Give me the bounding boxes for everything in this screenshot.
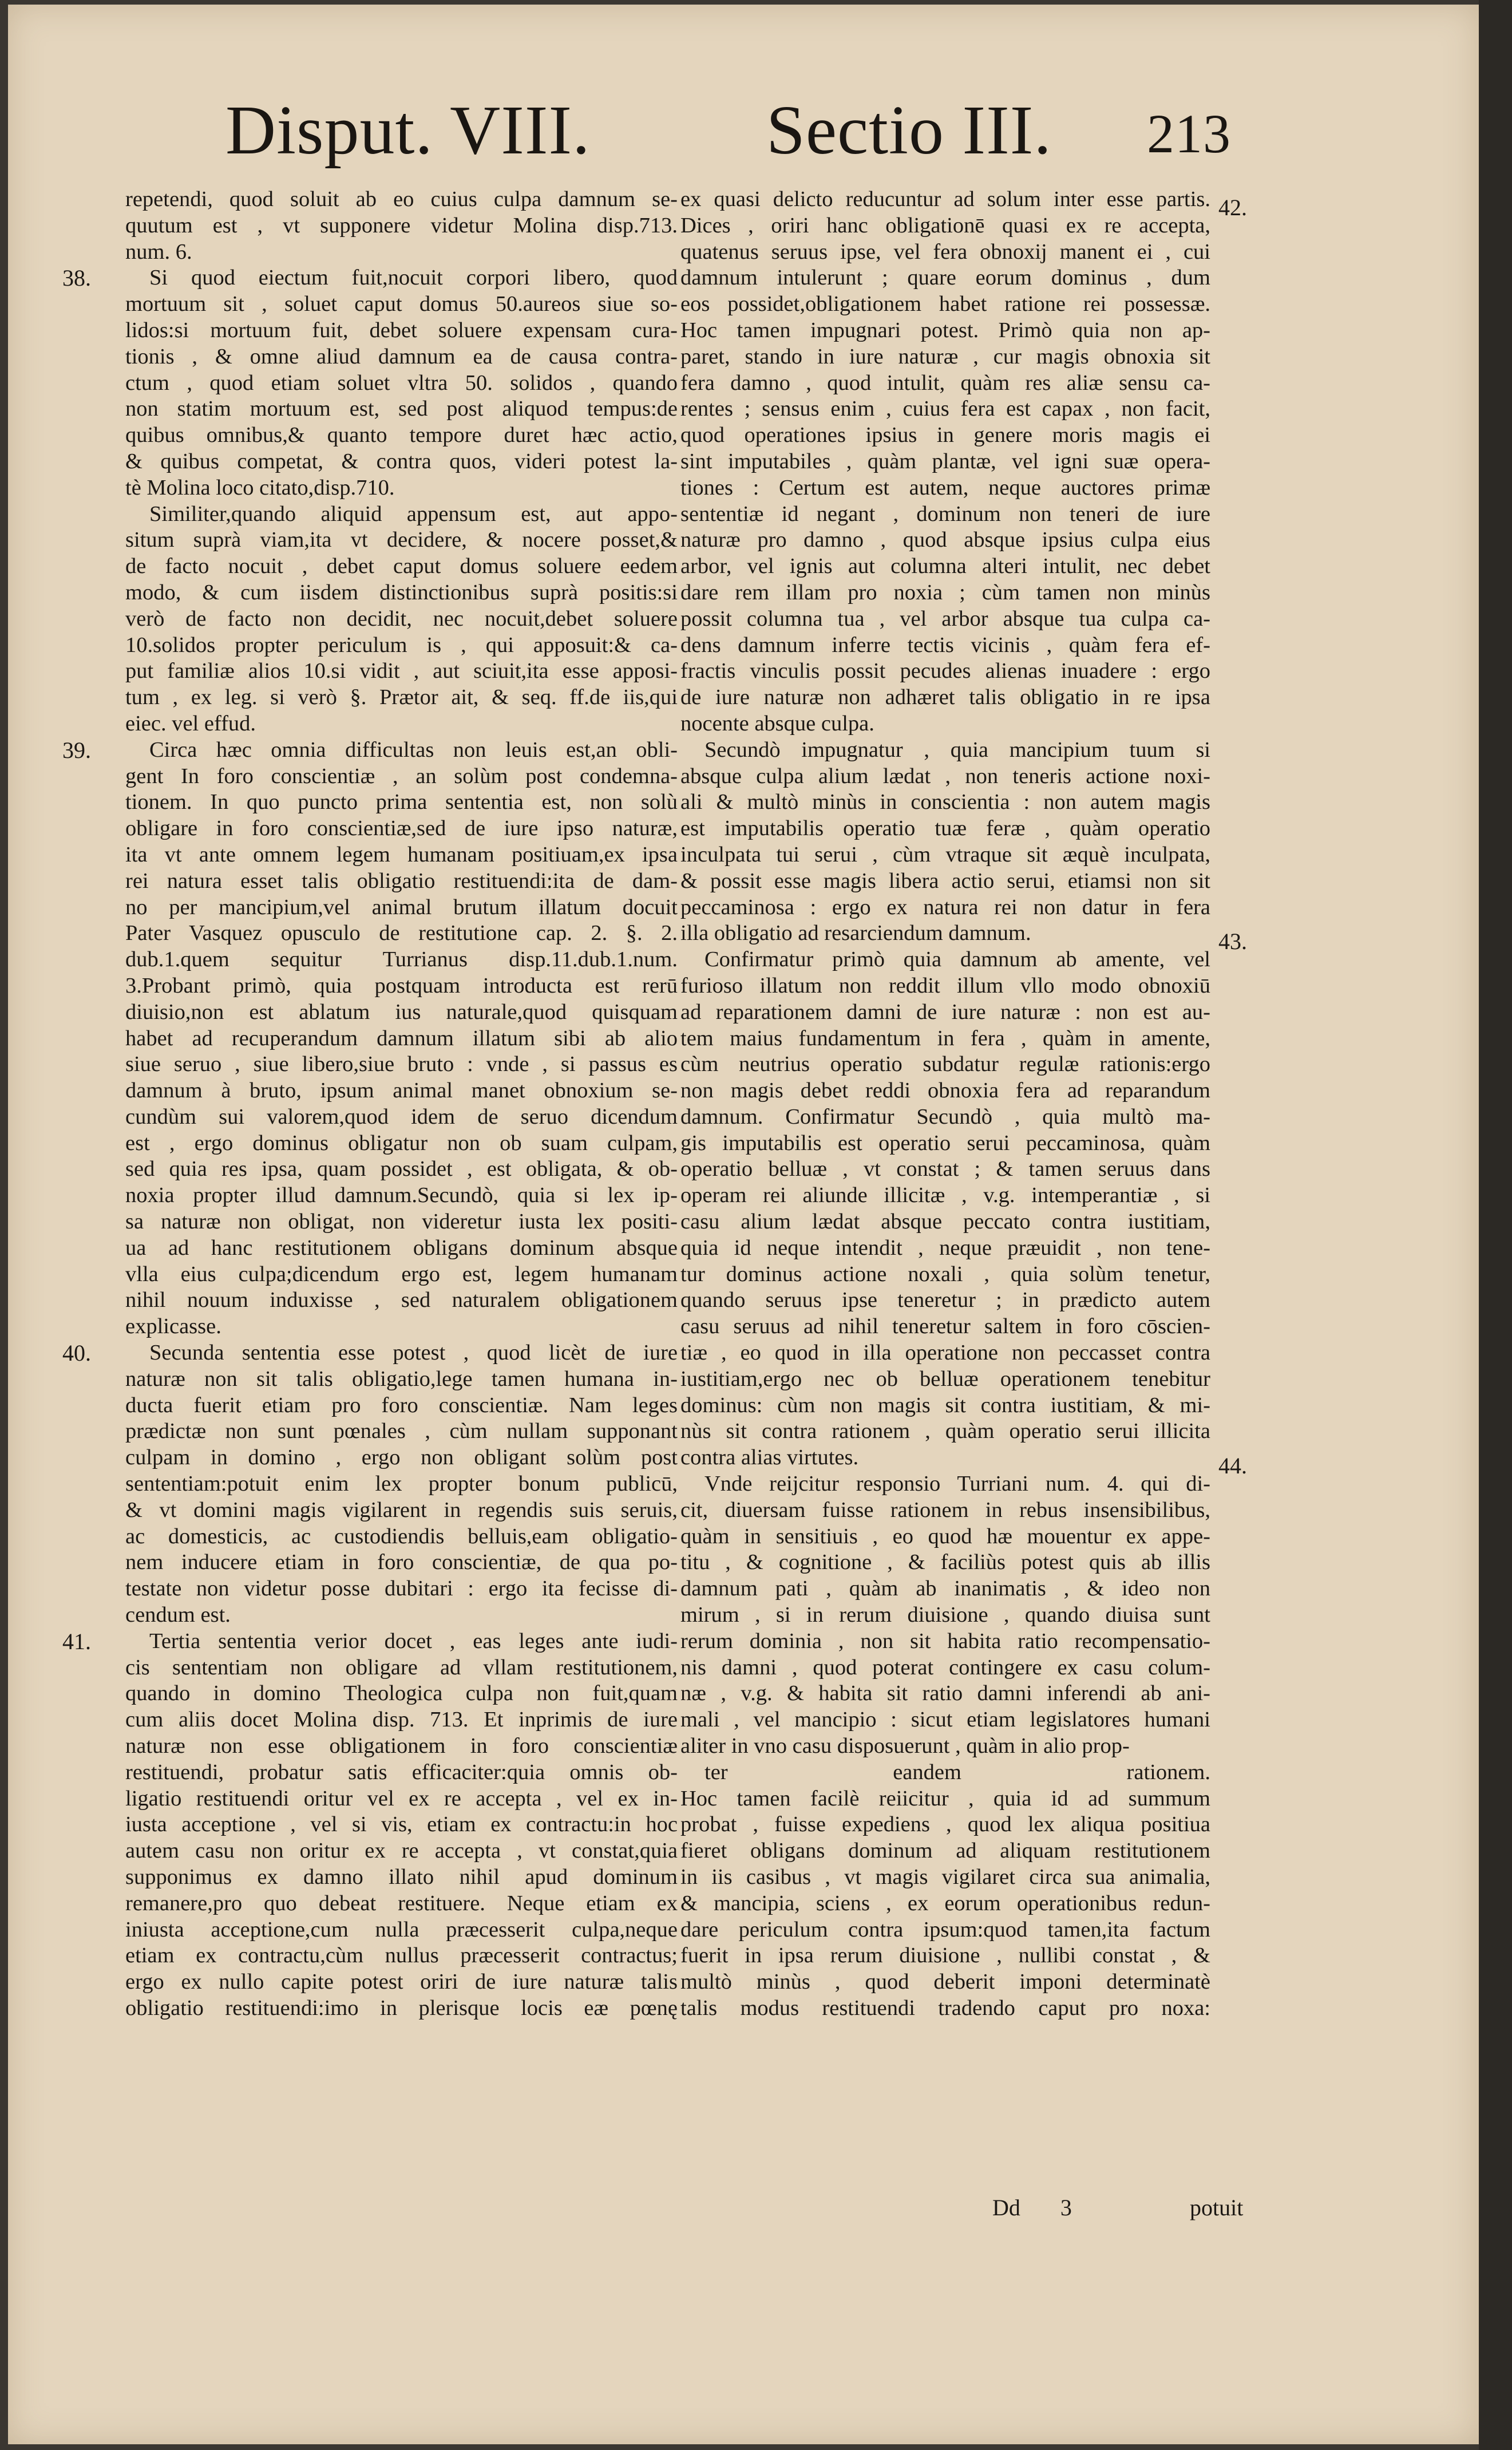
text-line: put familiæ alios 10.si vidit , aut sciuit,ita esse apposi- <box>125 659 678 683</box>
text-line: vlla eius culpa;dicendum ergo est, legem humanam <box>125 1262 678 1286</box>
signature-mark: Dd 3 <box>992 2195 1072 2220</box>
text-line: situm suprà viam,ita vt decidere, & nocere posset,& <box>125 528 678 552</box>
text-line: ua ad hanc restitutionem obligans dominum absque <box>125 1235 678 1260</box>
text-line: sed quia res ipsa, quam possidet , est obligata, & ob- <box>125 1157 678 1181</box>
text-line: rentes ; sensus enim , cuius fera est capax , non facit, <box>680 397 1210 421</box>
text-line: nocente absque culpa. <box>680 711 874 736</box>
text-line: naturæ non esse obligationem in foro conscientiæ <box>125 1734 678 1759</box>
text-line: testate non videtur posse dubitari : ergo ita fecisse di- <box>125 1576 678 1601</box>
paragraph-number: 38. <box>62 265 91 291</box>
text-line: fractis vinculis possit pecudes alienas inuadere : ergo <box>680 659 1210 683</box>
text-line: damnum pati , quàm ab inanimatis , & ideo non <box>680 1576 1210 1601</box>
text-line: illa obligatio ad resarciendum damnum. <box>680 921 1031 946</box>
text-line: obligatio restituendi:imo in plerisque locis eæ pœnę <box>125 1995 678 2020</box>
paragraph-number: 41. <box>62 1629 91 1654</box>
text-line: Vnde reijcitur responsio Turriani num. 4. qui di- <box>704 1472 1210 1496</box>
text-line: cùm neutrius operatio subdatur regulæ rationis:ergo <box>680 1052 1210 1077</box>
text-line: ergo ex nullo capite potest oriri de iure naturæ talis <box>125 1970 678 1994</box>
text-line: titu , & cognitione , & faciliùs potest quis ab illis <box>680 1550 1210 1575</box>
text-line: tionis , & omne aliud damnum ea de causa contra- <box>125 344 678 369</box>
text-line: num. 6. <box>125 239 192 264</box>
text-line: probat , fuisse expediens , quod lex aliqua positiua <box>680 1812 1210 1837</box>
text-line: non magis debet reddi obnoxia fera ad reparandum <box>680 1078 1210 1103</box>
text-line: iniusta acceptione,cum nulla præcesserit culpa,neque <box>125 1917 678 1942</box>
text-line: naturæ pro damno , quod absque ipsius culpa eius <box>680 528 1210 552</box>
text-line: ligatio restituendi oritur vel ex re accepta , vel ex in- <box>125 1786 678 1811</box>
left-text-column <box>62 187 678 2022</box>
text-line: gis imputabilis est operatio serui peccaminosa, quàm <box>680 1131 1210 1155</box>
text-line: 3.Probant primò, quia postquam introducta est rerū <box>125 973 678 998</box>
text-line: non statim mortuum est, sed post aliquod tempus:de <box>125 397 678 421</box>
text-line: peccaminosa : ergo ex natura rei non datur in fera <box>680 895 1210 919</box>
text-line: mirum , si in rerum diuisione , quando diuisa sunt <box>680 1603 1210 1627</box>
text-line: furioso illatum non reddit illum vllo modo obnoxiū <box>680 973 1210 998</box>
text-line: restituendi, probatur satis efficaciter:quia omnis ob- <box>125 1760 678 1784</box>
text-line: nem inducere etiam in foro conscientiæ, de qua po- <box>125 1550 678 1575</box>
text-line: Tertia sententia verior docet , eas leges ante iudi- <box>149 1629 678 1653</box>
text-line: ad reparationem damni de iure naturæ : non est au- <box>680 999 1210 1024</box>
text-line: Secundò impugnatur , quia mancipium tuum si <box>704 737 1210 762</box>
text-line: tionem. In quo puncto prima sententia est, non solù <box>125 790 678 815</box>
text-line: cis sententiam non obligare ad vllam restitutionem, <box>125 1655 678 1680</box>
text-line: dare periculum contra ipsum:quod tamen,ita factum <box>680 1917 1210 1942</box>
header-section: Sectio III. <box>766 92 1052 169</box>
book-page <box>8 5 1479 2444</box>
text-line: damnum intulerunt ; quare eorum dominus , dum <box>680 266 1210 290</box>
text-line: talis modus restituendi tradendo caput pro noxa: <box>680 1995 1210 2020</box>
text-line: tum , ex leg. si verò §. Prætor ait, & seq. ff.de iis,qui <box>125 685 678 710</box>
text-line: explicasse. <box>125 1314 221 1339</box>
text-line: est , ergo dominus obligatur non ob suam culpam, <box>125 1131 678 1155</box>
text-line: quod operationes ipsius in genere moris magis ei <box>680 423 1210 448</box>
text-line: cum aliis docet Molina disp. 713. Et inprimis de iure <box>125 1708 678 1732</box>
text-line: verò de facto non decidit, nec nocuit,debet soluere <box>125 606 678 631</box>
text-line: autem casu non oritur ex re accepta , vt constat,quia <box>125 1839 678 1863</box>
text-line: in iis casibus , vt magis vigilaret circa sua animalia, <box>680 1865 1210 1889</box>
text-line: contra alias virtutes. <box>680 1445 859 1470</box>
text-line: arbor, vel ignis aut columna alteri intulit, nec debet <box>680 554 1210 579</box>
text-line: de iure naturæ non adhæret talis obligatio in re ipsa <box>680 685 1210 710</box>
text-line: Pater Vasquez opusculo de restitutione cap. 2. §. 2. <box>125 921 678 946</box>
text-line: næ , v.g. & habita sit ratio damni inferendi ab ani- <box>680 1681 1210 1706</box>
text-line: obligare in foro conscientiæ,sed de iure ipso naturæ, <box>125 816 678 841</box>
text-line: fieret obligans dominum ad aliquam restitutionem <box>680 1839 1210 1863</box>
page-number: 213 <box>1147 103 1231 164</box>
text-line: no per mancipium,vel animal brutum illatum docuit <box>125 895 678 919</box>
text-line: paret, stando in iure naturæ , cur magis obnoxia sit <box>680 344 1210 369</box>
text-line: Si quod eiectum fuit,nocuit corpori libero, quod <box>149 266 678 290</box>
paragraph-number: 39. <box>62 737 91 763</box>
text-line: sint imputabiles , quàm plantæ, vel igni suæ opera- <box>680 449 1210 473</box>
text-line: dub.1.quem sequitur Turrianus disp.11.dub.1.num. <box>125 947 678 972</box>
text-line: quia id neque intendit , neque præuidit , non tene- <box>680 1235 1210 1260</box>
text-line: mortuum sit , soluet caput domus 50.aureos siue so- <box>125 292 678 317</box>
text-line: cendum est. <box>125 1603 231 1627</box>
text-line: operatio belluæ , vt constat ; & tamen seruus dans <box>680 1157 1210 1181</box>
text-line: absque culpa alium lædat , non teneris actione noxi- <box>680 764 1210 788</box>
text-line: ducta fuerit etiam pro foro conscientiæ. Nam leges <box>125 1393 678 1417</box>
text-line: ctum , quod etiam soluet vltra 50. solidos , quando <box>125 370 678 395</box>
text-line: possit columna tua , vel arbor absque tua culpa ca- <box>680 606 1210 631</box>
text-line: quutum est , vt supponere videtur Molina disp.713. <box>125 213 678 238</box>
text-line: ali & multò minùs in conscientia : non autem magis <box>680 790 1210 815</box>
text-line: nùs sit contra rationem , quàm operatio serui illicita <box>680 1419 1210 1444</box>
text-line: naturæ non sit talis obligatio,lege tamen humana in- <box>125 1366 678 1391</box>
scan-background-edge <box>1479 0 1512 2450</box>
text-line: diuisio,non est ablatum ius naturale,quod quisquam <box>125 999 678 1024</box>
text-line: dominus: cùm non magis sit contra iustitiam, & mi- <box>680 1393 1210 1417</box>
catchword: potuit <box>1190 2195 1244 2220</box>
text-line: casu seruus ad nihil teneretur saltem in foro cōscien- <box>680 1314 1210 1339</box>
text-line: gent In foro conscientiæ , an solùm post condemna- <box>125 764 678 788</box>
text-line: damnum. Confirmatur Secundò , quia multò ma- <box>680 1104 1210 1129</box>
text-line: tiones : Certum est autem, neque auctores primæ <box>680 475 1210 500</box>
text-line: tem maius fundamentum in fera , quàm in amente, <box>680 1026 1210 1050</box>
text-line: est imputabilis operatio tuæ feræ , quàm operatio <box>680 816 1210 841</box>
text-line: cundùm sui valorem,quod idem de seruo dicendum <box>125 1104 678 1129</box>
text-line: culpam in domino , ergo non obligant solùm post <box>125 1445 678 1470</box>
text-line: tur dominus actione noxali , quia solùm tenetur, <box>680 1262 1210 1286</box>
text-line: dare rem illam pro noxia ; cùm tamen non minùs <box>680 580 1210 604</box>
text-line: fera damno , quod intulit, quàm res aliæ sensu ca- <box>680 370 1210 395</box>
text-line: Dices , oriri hanc obligationē quasi ex re accepta, <box>680 213 1210 238</box>
text-line: quàm in sensitiuis , eo quod hæ mouentur ex appe- <box>680 1524 1210 1548</box>
text-line: supponimus ex damno illato nihil apud dominum <box>125 1865 678 1889</box>
text-line: habet ad recuperandum damnum illatum sibi ab alio <box>125 1026 678 1050</box>
header-disputation: Disput. VIII. <box>225 92 591 169</box>
text-line: eos possidet,obligationem habet ratione rei possessæ. <box>680 292 1210 317</box>
text-line: aliter in vno casu disposuerunt , quàm in alio prop- <box>680 1734 1130 1759</box>
text-line: Hoc tamen facilè reiicitur , quia id ad summum <box>680 1786 1210 1811</box>
text-line: prædictæ non sunt pœnales , cùm nullam supponant <box>125 1419 678 1444</box>
text-line: rei natura esset talis obligatio restituendi:ita de dam- <box>125 868 678 893</box>
text-line: Secunda sententia esse potest , quod licèt de iure <box>149 1341 678 1365</box>
text-line: ex quasi delicto reducuntur ad solum inter esse partis. <box>680 187 1210 211</box>
text-line: lidos:si mortuum fuit, debet soluere expensam cura- <box>125 318 678 342</box>
text-line: etiam ex contractu,cùm nullus præcesserit contractus; <box>125 1943 678 1968</box>
text-line: rerum dominia , non sit habita ratio recompensatio- <box>680 1629 1210 1653</box>
text-line: ac domesticis, ac custodiendis belluis,eam obligatio- <box>125 1524 678 1548</box>
text-line: & possit esse magis libera actio serui, etiamsi non sit <box>680 868 1210 893</box>
text-line: nis damni , quod poterat contingere ex casu colum- <box>680 1655 1210 1680</box>
paragraph-number: 40. <box>62 1340 91 1366</box>
text-line: de facto nocuit , debet caput domus soluere eedem <box>125 554 678 579</box>
text-line: quando in domino Theologica culpa non fuit,quam <box>125 1681 678 1706</box>
text-line: ita vt ante omnem legem humanam positiuam,ex ipsa <box>125 842 678 867</box>
text-line: 10.solidos propter periculum is , qui apposuit:& ca- <box>125 633 678 657</box>
text-line: iustitiam,ergo nec ob belluæ operationem tenebitur <box>680 1366 1210 1391</box>
text-line: ter eandem rationem. <box>704 1760 1210 1784</box>
text-line: cit, diuersam fuisse rationem in rebus insensibilibus, <box>680 1497 1210 1522</box>
text-line: inculpata tui serui , cùm vtraque sit æquè inculpata, <box>680 842 1210 867</box>
text-line: dens damnum inferre tectis vicinis , quàm fera ef- <box>680 633 1210 657</box>
right-text-column <box>680 187 1247 2022</box>
text-line: remanere,pro quo debeat restituere. Neque etiam ex <box>125 1891 678 1915</box>
running-header <box>225 90 1307 182</box>
text-line: modo, & cum iisdem distinctionibus suprà positis:si <box>125 580 678 604</box>
text-line: siue seruo , siue libero,siue bruto : vnde , si passus es <box>125 1052 678 1077</box>
text-line: & mancipia, sciens , ex eorum operationibus redun- <box>680 1891 1210 1915</box>
page-footer <box>992 2194 1244 2221</box>
text-line: quando seruus ipse teneretur ; in prædicto autem <box>680 1288 1210 1313</box>
text-line: mali , vel mancipio : sicut etiam legislatores humani <box>680 1708 1210 1732</box>
text-line: quibus omnibus,& quanto tempore duret hæc actio, <box>125 423 678 448</box>
text-line: damnum à bruto, ipsum animal manet obnoxium se- <box>125 1078 678 1103</box>
text-line: Hoc tamen impugnari potest. Primò quia non ap- <box>680 318 1210 342</box>
text-line: & vt domini magis vigilarent in regendis suis seruis, <box>125 1497 678 1522</box>
text-line: noxia propter illud damnum.Secundò, quia si lex ip- <box>125 1183 678 1208</box>
text-line: & quibus competat, & contra quos, videri potest la- <box>125 449 678 473</box>
text-line: fuerit in ipsa rerum diuisione , nullibi constat , & <box>680 1943 1210 1968</box>
text-line: tiæ , eo quod in illa operatione non peccasset contra <box>680 1341 1210 1365</box>
text-line: Similiter,quando aliquid appensum est, aut appo- <box>149 501 678 526</box>
text-line: operam rei aliunde illicitæ , v.g. intemperantiæ , si <box>680 1183 1210 1208</box>
text-line: multò minùs , quod deberit imponi determinatè <box>680 1970 1210 1994</box>
text-line: sa naturæ non obligat, non videretur iusta lex positi- <box>125 1210 678 1234</box>
margin-paragraph-number: 43. <box>1218 928 1247 955</box>
text-line: tè Molina loco citato,disp.710. <box>125 475 395 500</box>
text-line: Circa hæc omnia difficultas non leuis est,an obli- <box>149 737 678 762</box>
text-line: sententiæ id negant , dominum non teneri de iure <box>680 501 1210 526</box>
margin-paragraph-number: 44. <box>1218 1453 1247 1479</box>
text-line: nihil nouum induxisse , sed naturalem obligationem <box>125 1288 678 1313</box>
text-line: iusta acceptione , vel si vis, etiam ex contractu:in hoc <box>125 1812 678 1837</box>
text-line: repetendi, quod soluit ab eo cuius culpa damnum se- <box>125 187 678 211</box>
text-line: eiec. vel effud. <box>125 711 256 736</box>
text-line: Confirmatur primò quia damnum ab amente, vel <box>704 947 1210 972</box>
text-line: casu alium lædat absque peccato contra iustitiam, <box>680 1210 1210 1234</box>
text-line: quatenus seruus ipse, vel fera obnoxij manent ei , cui <box>680 239 1210 264</box>
text-line: sententiam:potuit enim lex propter bonum publicū, <box>125 1472 678 1496</box>
margin-paragraph-number: 42. <box>1218 195 1247 220</box>
